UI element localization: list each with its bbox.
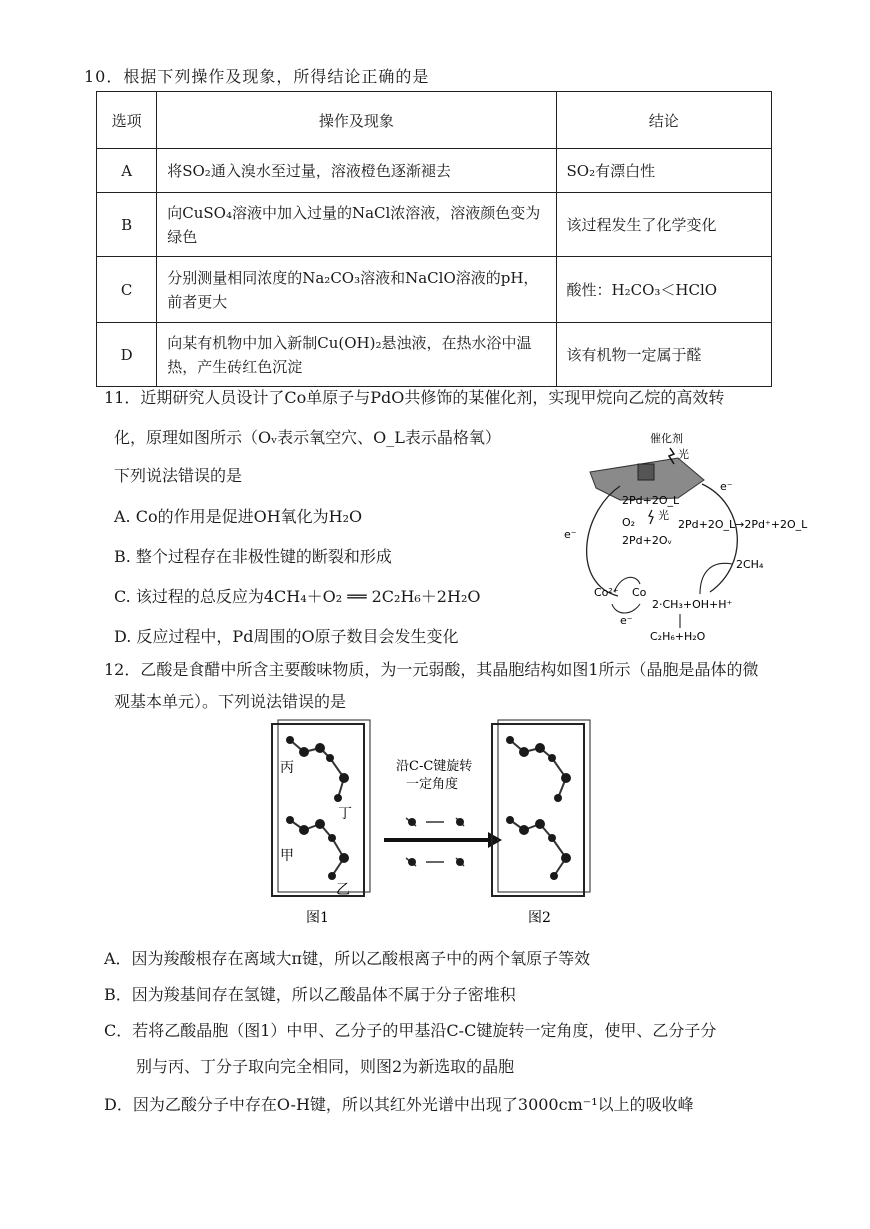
row-option: D — [97, 323, 157, 387]
table-row — [97, 323, 772, 387]
header-option: 选项 — [97, 92, 157, 149]
fig1-molecules — [290, 740, 344, 876]
q12-option-c-line2: 别与丙、丁分子取向完全相同，则图2为新选取的晶胞 — [136, 1057, 515, 1076]
o2-label: O₂ — [622, 516, 636, 529]
rotate-label-line2: 一定角度 — [406, 777, 459, 792]
row-operation: 向CuSO₄溶液中加入过量的NaCl浓溶液，溶液颜色变为绿色 — [157, 193, 556, 257]
row-conclusion: 该有机物一定属于醛 — [556, 323, 771, 387]
q11-option-b: B. 整个过程存在非极性键的断裂和形成 — [114, 547, 392, 566]
experiment-table — [96, 91, 772, 387]
product-label: C₂H₆+H₂O — [650, 630, 706, 643]
catalyst-site — [638, 464, 654, 480]
co-redox-arrow-bottom — [612, 604, 640, 613]
q12-stem-line1: 12．乙酸是食醋中所含主要酸味物质，为一元弱酸，其晶胞结构如图1所示（晶胞是晶体的微 — [104, 660, 759, 679]
row-conclusion: SO₂有漂白性 — [556, 149, 771, 193]
q12-option-a: A．因为羧酸根存在离域大π键，所以乙酸根离子中的两个氧原子等效 — [104, 949, 591, 968]
row-operation: 分别测量相同浓度的Na₂CO₃溶液和NaClO溶液的pH，前者更大 — [157, 257, 556, 323]
ch4-label: 2CH₄ — [736, 558, 764, 571]
q11-stem-line2: 化，原理如图所示（Oᵥ表示氧空穴、O_L表示晶格氧） — [114, 428, 501, 447]
molecule-bing-label: 丙 — [280, 760, 294, 776]
fig2-atoms — [506, 736, 571, 880]
table-header-row — [97, 92, 772, 149]
co-right-label: Co — [632, 586, 647, 599]
light-label-2: 光 — [658, 509, 669, 522]
electron-bottom-label: e⁻ — [620, 614, 633, 627]
fig2-molecules — [510, 740, 566, 876]
row-option: C — [97, 257, 157, 323]
header-operation: 操作及现象 — [157, 92, 556, 149]
light-bolt-icon-2 — [649, 510, 653, 524]
row-option: B — [97, 193, 157, 257]
table-row — [97, 193, 772, 257]
electron-right-label: e⁻ — [720, 480, 733, 493]
pd-top-label: 2Pd+2O_L — [622, 494, 680, 507]
catalyst-label: 催化剂 — [650, 432, 683, 445]
molecule-yi-label: 乙 — [336, 882, 350, 898]
co-left-label: Co²⁺ — [594, 586, 619, 599]
intermediate-label: 2·CH₃+OH+H⁺ — [652, 598, 733, 611]
q12-option-b: B．因为羧基间存在氢键，所以乙酸晶体不属于分子密堆积 — [104, 985, 516, 1004]
pd-bottom-label: 2Pd+2Oᵥ — [622, 534, 673, 547]
pd-right-label: 2Pd+2O_L→2Pd⁺+2O_L — [678, 518, 808, 531]
electron-left-label: e⁻ — [564, 528, 577, 541]
big-arrow-head — [488, 832, 502, 848]
table-row — [97, 257, 772, 323]
molecule-ding-label: 丁 — [338, 806, 352, 822]
table-row — [97, 149, 772, 193]
catalytic-cycle-diagram — [560, 424, 830, 646]
cycle-left-arc — [587, 486, 620, 596]
q10-title: 10．根据下列操作及现象，所得结论正确的是 — [84, 67, 430, 86]
rotate-label-line1: 沿C-C键旋转 — [396, 759, 473, 774]
q12-option-d: D．因为乙酸分子中存在O-H键，所以其红外光谱中出现了3000cm⁻¹以上的吸收峰 — [104, 1095, 694, 1114]
light-label: 光 — [678, 448, 689, 461]
figure-1-label: 图1 — [306, 910, 329, 926]
q11-stem-line1: 11．近期研究人员设计了Co单原子与PdO共修饰的某催化剂，实现甲烷向乙烷的高效转 — [104, 388, 725, 407]
row-operation: 将SO₂通入溴水至过量，溶液橙色逐渐褪去 — [157, 149, 556, 193]
row-conclusion: 酸性：H₂CO₃＜HClO — [556, 257, 771, 323]
ch4-arrow — [700, 563, 732, 594]
molecule-jia-label: 甲 — [280, 848, 294, 864]
figure-2-label: 图2 — [528, 910, 551, 926]
q11-option-a: A. Co的作用是促进OH氧化为H₂O — [114, 507, 363, 526]
q12-stem-line2: 观基本单元）。下列说法错误的是 — [114, 692, 347, 711]
q12-option-c-line1: C．若将乙酸晶胞（图1）中甲、乙分子的甲基沿C-C键旋转一定角度，使甲、乙分子分 — [104, 1021, 717, 1040]
crystal-cell-figure — [266, 718, 606, 928]
row-conclusion: 该过程发生了化学变化 — [556, 193, 771, 257]
q11-option-c: C. 该过程的总反应为4CH₄＋O₂ ══ 2C₂H₆＋2H₂O — [114, 587, 481, 606]
cycle-right-arc — [702, 484, 737, 592]
row-operation: 向某有机物中加入新制Cu(OH)₂悬浊液，在热水浴中温热，产生砖红色沉淀 — [157, 323, 556, 387]
q11-prompt: 下列说法错误的是 — [114, 466, 243, 485]
header-conclusion: 结论 — [556, 92, 771, 149]
row-option: A — [97, 149, 157, 193]
q11-option-d: D. 反应过程中，Pd周围的O原子数目会发生变化 — [114, 627, 459, 646]
